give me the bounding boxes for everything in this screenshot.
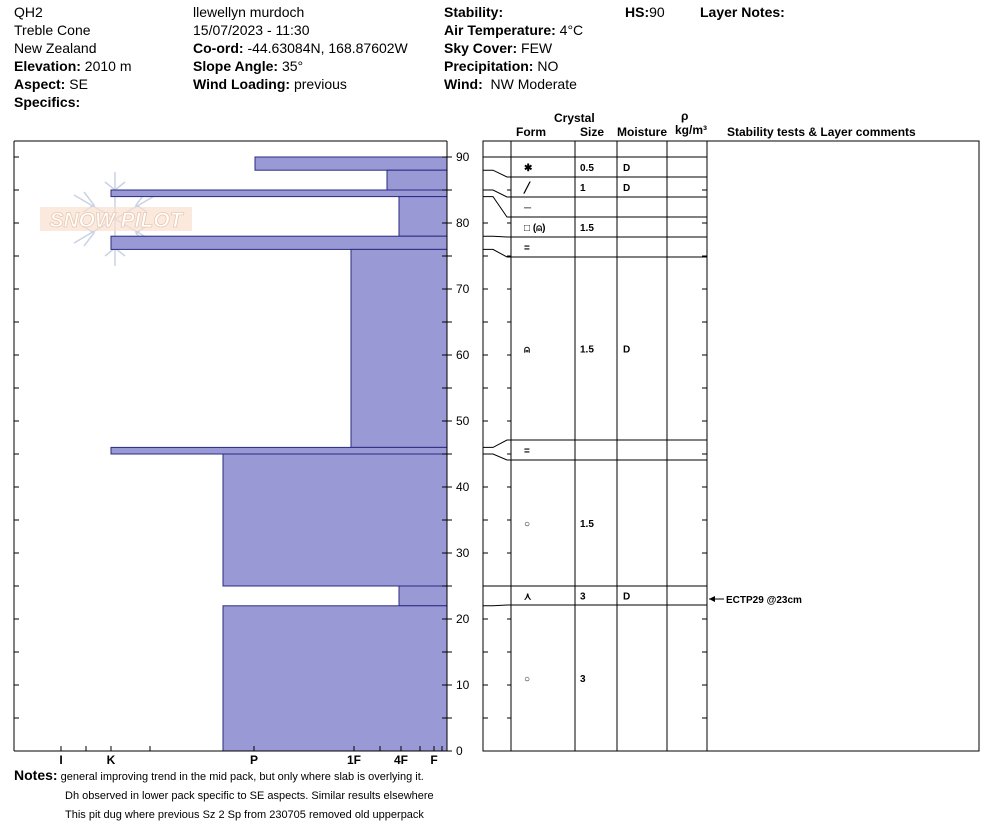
notes-label: Notes:: [14, 767, 58, 783]
precipitation: Precipitation: NO: [444, 58, 559, 74]
profile-layer: [111, 190, 447, 197]
crystal-header: Crystal: [554, 111, 595, 125]
crystal-form: ○: [524, 519, 531, 530]
profile-layer: [387, 170, 447, 190]
table-header: [516, 109, 916, 139]
pit-name: QH2: [14, 4, 43, 20]
depth-label: 50: [456, 414, 470, 428]
density-unit: kg/m³: [675, 123, 708, 137]
size-header: Size: [580, 125, 605, 139]
hardness-label: 1F: [346, 753, 362, 767]
slope-angle: Slope Angle: 35°: [193, 58, 304, 74]
profile-layer: [399, 586, 447, 606]
layer-connector: [483, 605, 511, 606]
moisture-header: Moisture: [617, 125, 668, 139]
profile-layer: [399, 197, 447, 237]
depth-label: 40: [456, 480, 470, 494]
notes-line-3: This pit dug where previous Sz 2 Sp from 230705 removed old upperpack: [65, 809, 424, 821]
profile-layer: [223, 454, 447, 586]
hardness-profile: [111, 157, 447, 751]
crystal-form: □ (⍝): [524, 223, 546, 234]
layer-connector: [483, 190, 511, 197]
depth-label: 60: [456, 348, 470, 362]
moisture-value: D: [623, 344, 631, 356]
layer-connector: [483, 440, 511, 447]
depth-label: 90: [456, 150, 470, 164]
hardness-label: F: [430, 753, 438, 767]
layer-rows: [511, 157, 707, 685]
observer: llewellyn murdoch: [193, 4, 305, 20]
layer-table: [483, 141, 979, 751]
stability-comments-header: Stability tests & Layer comments: [727, 125, 916, 139]
profile-layer: [255, 157, 447, 170]
depth-label: 20: [456, 612, 470, 626]
crystal-form: ⍝: [524, 344, 530, 356]
notes: [14, 766, 434, 825]
aspect: Aspect: SE: [14, 76, 88, 92]
coordinates: Co-ord: -44.63084N, 168.87602W: [193, 40, 408, 56]
hardness-label: P: [249, 753, 259, 767]
profile-layer: [351, 249, 447, 447]
crystal-size: 1.5: [580, 519, 594, 530]
arrow-head-icon: [709, 596, 715, 602]
layer-connector: [483, 197, 511, 217]
moisture-value: D: [623, 591, 631, 603]
depth-label: 0: [456, 744, 463, 758]
wind: Wind: NW Moderate: [444, 76, 577, 92]
profile-layer: [111, 447, 447, 454]
layer-connector: [483, 454, 511, 460]
specifics: Specifics:: [14, 94, 81, 110]
crystal-form: ─: [524, 203, 532, 214]
crystal-size: 3: [580, 591, 586, 603]
datetime: 15/07/2023 - 11:30: [193, 22, 310, 38]
notes-line-2: Dh observed in lower pack specific to SE aspects. Similar results elsewhere: [65, 790, 434, 802]
depth-label: 10: [456, 678, 470, 692]
profile-layer: [111, 236, 447, 249]
depth-label: 70: [456, 282, 470, 296]
crystal-size: 1.5: [580, 344, 594, 356]
notes-line-1: general improving trend in the mid pack, but only where slab is overlying it.: [60, 771, 424, 783]
moisture-value: D: [623, 163, 631, 174]
air-temperature: Air Temperature: 4°C: [444, 22, 584, 38]
stability: Stability:: [444, 4, 504, 20]
crystal-form: ○: [524, 674, 531, 685]
stability-tests: [709, 595, 802, 606]
density-symbol: ρ: [681, 109, 689, 123]
profile-layer: [223, 606, 447, 751]
form-header: Form: [516, 125, 546, 139]
crystal-size: 1.5: [580, 223, 594, 234]
crystal-size: 1: [580, 183, 586, 194]
crystal-form: ╱: [524, 183, 531, 194]
sky-cover: Sky Cover: FEW: [444, 40, 553, 56]
layer-connectors: [483, 157, 511, 606]
layer-connector: [483, 236, 511, 237]
crystal-form: ⋏: [524, 591, 532, 603]
region: New Zealand: [14, 40, 97, 56]
test-result: ECTP29 @23cm: [726, 595, 802, 606]
depth-label: 80: [456, 216, 470, 230]
watermark-text: SNOW PILOT: [49, 209, 183, 232]
layer-connector: [483, 170, 511, 177]
elevation: Elevation: 2010 m: [14, 58, 132, 74]
location: Treble Cone: [14, 22, 91, 38]
crystal-form: ✱: [524, 163, 533, 174]
crystal-form: =: [524, 446, 530, 457]
hardness-label: I: [59, 753, 63, 767]
wind-loading: Wind Loading: previous: [193, 76, 347, 92]
snowpilot-watermark: [40, 172, 192, 266]
crystal-form: =: [524, 243, 530, 254]
hardness-label: K: [106, 753, 116, 767]
moisture-value: D: [623, 183, 631, 194]
crystal-size: 3: [580, 674, 586, 685]
depth-label: 30: [456, 546, 470, 560]
snow-height: HS:90: [625, 4, 665, 20]
layer-notes: Layer Notes:: [700, 4, 785, 20]
crystal-size: 0.5: [580, 163, 594, 174]
hardness-label: 4F: [393, 753, 409, 767]
